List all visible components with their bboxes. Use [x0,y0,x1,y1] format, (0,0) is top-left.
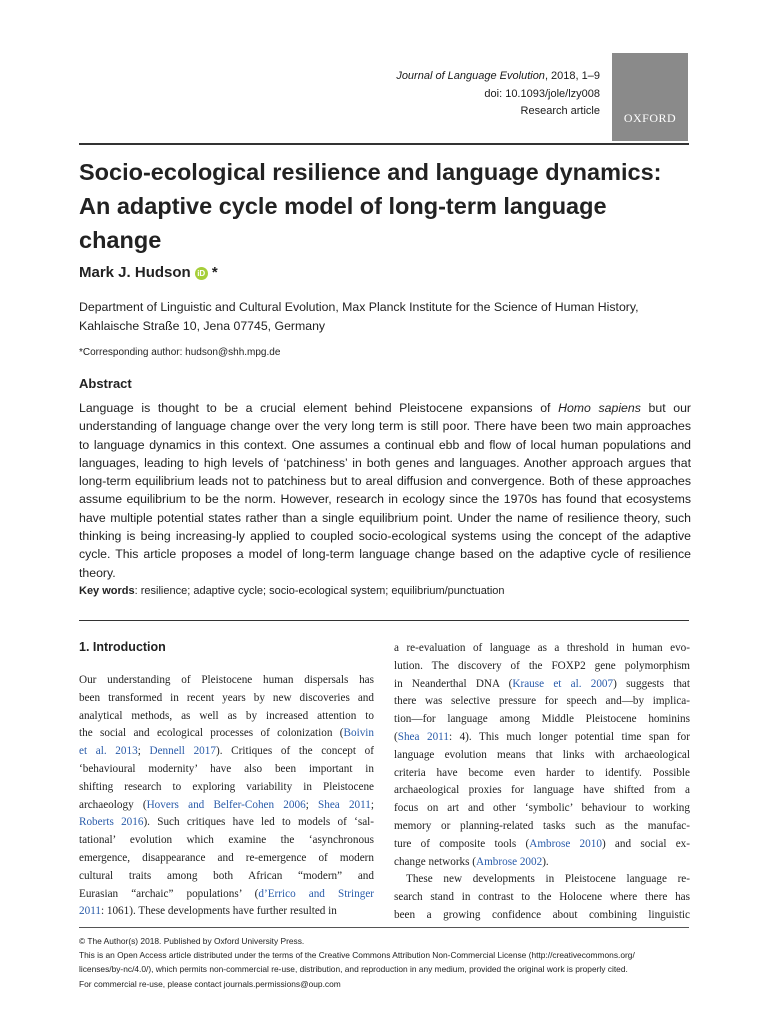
body-text: search stand in contrast to the Holocene where there has [394,891,690,904]
body-text: lution. The discovery of the FOXP2 gene polymorphism [394,659,690,672]
body-text: ) and social ex- [601,837,691,850]
body-text-line [394,658,690,676]
body-text-line [394,693,690,711]
citation-link[interactable]: Dennell 2017 [149,745,216,758]
body-text-line [394,836,690,854]
keywords-label: Key words [79,585,135,597]
body-text-line [79,832,374,850]
body-text: analytical methods, as well as by increased attention to [79,709,374,722]
abstract-part: but our understanding of language change over the very long term is still poor. There have been two main approaches to language dynamics in this context. One assumes a continual ebb and flow of local human populations and languages, leading to high levels of ‘patchiness’ in both genes and languages. Another approach argues that long-term equilibrium leads not to patchiness but to areal diffusion and convergence. Both of these approaches assume equilibrium to be the norm. However, research in ecology since the 1970s has found that ecosystems have multiple potential states rather than a single equilibrium point. Under the name of resilience theory, such thinking is being increasing-ly applied to coupled socio-ecological systems using the concept of the adaptive cycle. This article proposes a model of long-term language change based on the adaptive cycle of resilience theory. [79,401,691,580]
body-text: criteria have become even harder to identify. Possible [394,766,690,779]
body-text-line [394,889,690,907]
footer-line: For commercial re-use, please contact journals.permissions@oup.com [79,978,341,989]
body-text: ( [394,730,398,743]
body-text: : 4). This much longer potential time span for [448,730,690,743]
citation-link[interactable]: Roberts 2016 [79,816,144,829]
body-text-line [394,676,690,694]
article-title: Socio-ecological resilience and language dynamics: An adaptive cycle model of long-term language change [79,159,662,253]
affiliation [79,298,691,336]
body-text: Eurasian “archaic” populations’ ( [79,887,259,900]
oxford-logo [612,53,688,141]
doi-link[interactable]: doi: 10.1093/jole/lzy008 [484,88,600,100]
body-text: the social and ecological processes of colonization ( [79,727,344,740]
footer-line: licenses/by-nc/4.0/), which permits non-commercial re-use, distribution, and reproduction in any medium, provided the original work is properly cited. [79,964,628,975]
body-text-line [394,747,690,765]
abstract-species: Homo sapiens [558,401,641,415]
affiliation-line: Kahlaische Straße 10, Jena 07745, Germany [79,319,326,333]
body-text: focus on art and other ‘symbolic’ behaviour to working [394,802,690,815]
body-text-line [79,797,374,815]
author-name[interactable]: Mark J. Hudson [79,264,191,281]
citation-link[interactable]: Ambrose 2010 [529,837,602,850]
body-text-line [394,818,690,836]
body-text: a re-evaluation of language as a threshold in human evo- [394,642,690,654]
body-text-line [79,743,374,761]
left-column [79,672,374,921]
body-text: change networks ( [394,855,477,868]
citation-link[interactable]: Boivin [343,727,374,740]
body-text: ). [542,855,549,868]
body-text: emergence, disappearance and re-emergence of modern [79,851,374,864]
body-text: cultural traits among both African “modern” and [79,869,374,882]
footer-line: © The Author(s) 2018. Published by Oxford University Press. [79,936,305,946]
body-text-line [79,814,374,832]
body-text: ; [305,798,318,811]
body-text-line [79,672,374,690]
body-text: shifting research to exploring variability in Pleistocene [79,780,374,793]
body-text-line [79,761,374,779]
citation-link[interactable]: 2011 [79,905,101,918]
journal-volume-pages: , 2018, 1–9 [544,70,600,82]
body-text: ). Such critiques have led to models of ‘sal- [143,816,374,829]
body-text-line [79,725,374,743]
body-text: ) suggests that [613,677,690,690]
journal-name: Journal of Language Evolution [396,70,545,82]
abstract-heading: Abstract [79,376,132,391]
body-text: archaeology ( [79,798,147,811]
body-text-line [394,782,690,800]
section-divider [79,620,689,621]
body-text: memory or planning-related tasks such as the manufac- [394,819,690,832]
header-divider [79,143,689,145]
affiliation-line: Department of Linguistic and Cultural Evolution, Max Planck Institute for the Science of Human History, [79,300,639,314]
citation-link[interactable]: Krause et al. 2007 [512,677,614,690]
body-text: ). Critiques of the concept of [215,745,375,758]
body-text: archaeological proxies for language have shifted from a [394,784,690,797]
body-text-line [79,868,374,886]
right-column [394,640,690,925]
author-line [79,264,218,281]
body-text-line [79,886,374,904]
footer-divider [79,927,689,928]
body-text: there was selective pressure for speech and—by implica- [394,695,690,708]
citation-link[interactable]: Ambrose 2002 [476,855,543,868]
body-text: Our understanding of Pleistocene human dispersals has [79,674,374,686]
body-text-line [394,729,690,747]
corresponding-marker: * [211,264,218,281]
abstract-text [79,399,691,582]
body-text-line [79,850,374,868]
footer-line: This is an Open Access article distributed under the terms of the Creative Commons Attribution Non-Commercial License (http://creativecommons.org/ [79,950,635,961]
body-text: language evolution means that links with archaeological [394,748,690,761]
citation-link[interactable]: et al. 2013 [79,745,138,758]
corresponding-author: *Corresponding author: hudson@shh.mpg.de [79,347,281,358]
body-text: These new developments in Pleistocene language re- [406,873,690,886]
body-text: ; [137,745,150,758]
intro-heading: 1. Introduction [79,640,166,654]
keywords-list: : resilience; adaptive cycle; socio-ecological system; equilibrium/punctuation [134,585,505,597]
body-text-line [394,871,690,889]
body-text: been a growing confidence about combining linguistic [394,908,690,921]
body-text: been transformed in recent years by new discoveries and [79,691,374,704]
keywords [79,585,691,597]
body-text-line [79,690,374,708]
oxford-logo-text: OXFORD [623,111,677,125]
body-text-line [394,800,690,818]
body-text: tion—for language among Middle Pleistocene hominins [394,713,690,726]
body-text-line [79,903,374,921]
body-text-line [394,711,690,729]
citation-link[interactable]: d’Errico and Stringer [258,887,375,900]
body-text-line [79,779,374,797]
citation-link[interactable]: Shea 2011 [397,730,449,743]
citation-link[interactable]: Shea 2011 [318,798,371,811]
body-text-line [394,640,690,658]
body-text: ture of composite tools ( [394,837,530,850]
article-type: Research article [520,105,600,117]
body-text: tational’ evolution which examine the ‘asynchronous [79,834,374,847]
copyright-footer [79,934,691,991]
body-text: in Neanderthal DNA ( [394,677,513,690]
body-text: ; [370,798,375,811]
body-text-line [394,907,690,925]
body-text: : 1061). These developments have further resulted in [100,905,337,918]
body-text: ‘behavioural modernity’ have also been important in [79,762,374,775]
body-text-line [394,765,690,783]
orcid-icon[interactable]: iD [195,267,208,280]
journal-citation [396,70,600,82]
body-text-line [394,854,690,872]
abstract-part: Language is thought to be a crucial element behind Pleistocene expansions of [79,401,559,415]
body-text-line [79,708,374,726]
citation-link[interactable]: Hovers and Belfer-Cohen 2006 [146,798,306,811]
